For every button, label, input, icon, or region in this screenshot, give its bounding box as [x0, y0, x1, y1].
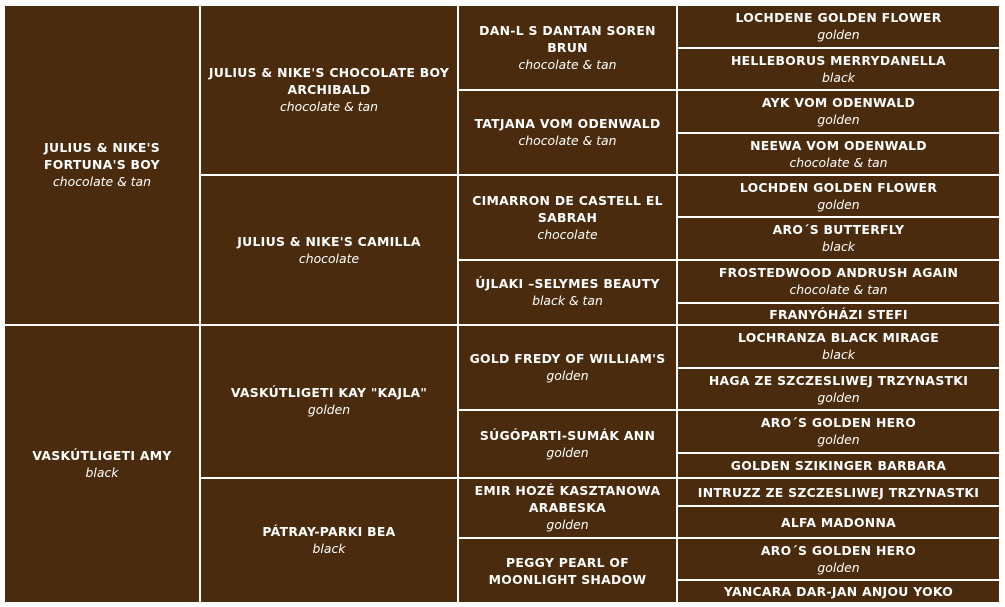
grandparent: [200, 175, 458, 325]
dog-color: golden: [817, 432, 860, 447]
sire: [4, 5, 200, 325]
ancestor: [677, 90, 1000, 133]
dog-color: chocolate & tan: [789, 154, 888, 170]
dog-name: HAGA ZE SZCZESLIWEJ TRZYNASTKI: [708, 372, 969, 388]
ancestor: [677, 48, 1000, 90]
dog-color: golden: [817, 112, 860, 127]
ancestor: [677, 303, 1000, 325]
dog-name: ALFA MADONNA: [780, 514, 897, 530]
dog-name: GOLDEN SZIKINGER BARBARA: [730, 458, 947, 473]
dog-name: JULIUS & NIKE'S CAMILLA: [237, 233, 421, 249]
dog-color: black & tan: [532, 293, 603, 308]
dog-color: black: [822, 347, 855, 362]
dog-color: chocolate & tan: [280, 99, 378, 114]
ancestor: [677, 453, 1000, 478]
dog-name: FRANYÓHÁZI STEFI: [769, 306, 908, 322]
dog-name: HELLEBORUS MERRYDANELLA: [730, 52, 947, 68]
dog-color: golden: [546, 368, 589, 383]
grandparent: [200, 5, 458, 175]
dog-color: chocolate & tan: [53, 174, 151, 189]
dog-name: CIMARRON DE CASTELL EL SABRAH: [472, 192, 663, 225]
dog-name: LOCHRANZA BLACK MIRAGE: [737, 330, 940, 345]
dog-color: black: [822, 69, 855, 85]
dam: [4, 325, 200, 603]
dog-color: chocolate & tan: [518, 56, 617, 72]
dog-name: NEEWA VOM ODENWALD: [750, 137, 927, 153]
ancestor: [677, 5, 1000, 48]
pedigree-table: [4, 5, 1000, 603]
great-grandparent: [458, 410, 677, 478]
grandparent: [200, 325, 458, 478]
great-grandparent: [458, 325, 677, 410]
dog-name: EMIR HOZÉ KASZTANOWA ARABESKA: [474, 483, 661, 515]
dog-color: golden: [817, 389, 860, 405]
dog-name: PÁTRAY-PARKI BEA: [262, 524, 396, 539]
ancestor: [677, 133, 1000, 175]
dog-name: ARO´S GOLDEN HERO: [760, 415, 917, 430]
dog-color: chocolate & tan: [518, 133, 617, 148]
ancestor: [677, 217, 1000, 260]
dog-name: ÚJLAKI –SELYMES BEAUTY: [475, 276, 660, 291]
dog-color: chocolate: [298, 250, 360, 266]
dog-name: YANCARA DAR-JAN ANJOU YOKO: [723, 584, 954, 599]
dog-name: DAN-L S DANTAN SOREN BRUN: [479, 22, 656, 55]
dog-name: VASKÚTLIGETI KAY "KAJLA": [230, 385, 428, 400]
great-grandparent: [458, 175, 677, 260]
ancestor: [677, 325, 1000, 368]
dog-name: PEGGY PEARL OF MOONLIGHT SHADOW: [488, 554, 647, 587]
dog-name: JULIUS & NIKE'S FORTUNA'S BOY: [44, 140, 160, 172]
dog-color: chocolate & tan: [789, 282, 888, 297]
dog-name: VASKÚTLIGETI AMY: [32, 447, 172, 463]
ancestor: [677, 478, 1000, 506]
dog-color: golden: [817, 196, 860, 212]
dog-color: golden: [546, 517, 589, 532]
grandparent: [200, 478, 458, 603]
dog-name: FROSTEDWOOD ANDRUSH AGAIN: [718, 265, 959, 280]
great-grandparent: [458, 5, 677, 90]
ancestor: [677, 410, 1000, 453]
dog-name: ARO´S GOLDEN HERO: [760, 542, 917, 558]
dog-name: GOLD FREDY OF WILLIAM'S: [469, 351, 666, 366]
dog-name: ARO´S BUTTERFLY: [772, 222, 905, 237]
dog-name: LOCHDEN GOLDEN FLOWER: [739, 179, 938, 195]
dog-color: black: [312, 541, 346, 556]
dog-name: INTRUZZ ZE SZCZESLIWEJ TRZYNASTKI: [697, 484, 980, 500]
ancestor: [677, 506, 1000, 538]
ancestor: [677, 368, 1000, 410]
dog-color: black: [822, 239, 855, 254]
great-grandparent: [458, 538, 677, 603]
ancestor: [677, 175, 1000, 217]
dog-color: black: [85, 464, 119, 480]
dog-name: LOCHDENE GOLDEN FLOWER: [735, 10, 942, 25]
dog-name: JULIUS & NIKE'S CHOCOLATE BOY ARCHIBALD: [208, 65, 450, 97]
dog-color: golden: [307, 402, 351, 417]
dog-name: TATJANA VOM ODENWALD: [474, 116, 661, 131]
ancestor: [677, 580, 1000, 603]
dog-color: golden: [546, 444, 589, 460]
great-grandparent: [458, 90, 677, 175]
dog-name: AYK VOM ODENWALD: [761, 95, 916, 110]
dog-color: chocolate: [537, 226, 598, 242]
ancestor: [677, 260, 1000, 303]
dog-name: SÚGÓPARTI-SUMÁK ANN: [479, 427, 656, 443]
great-grandparent: [458, 260, 677, 325]
dog-color: golden: [817, 27, 860, 42]
great-grandparent: [458, 478, 677, 538]
ancestor: [677, 538, 1000, 580]
dog-color: golden: [817, 559, 860, 575]
